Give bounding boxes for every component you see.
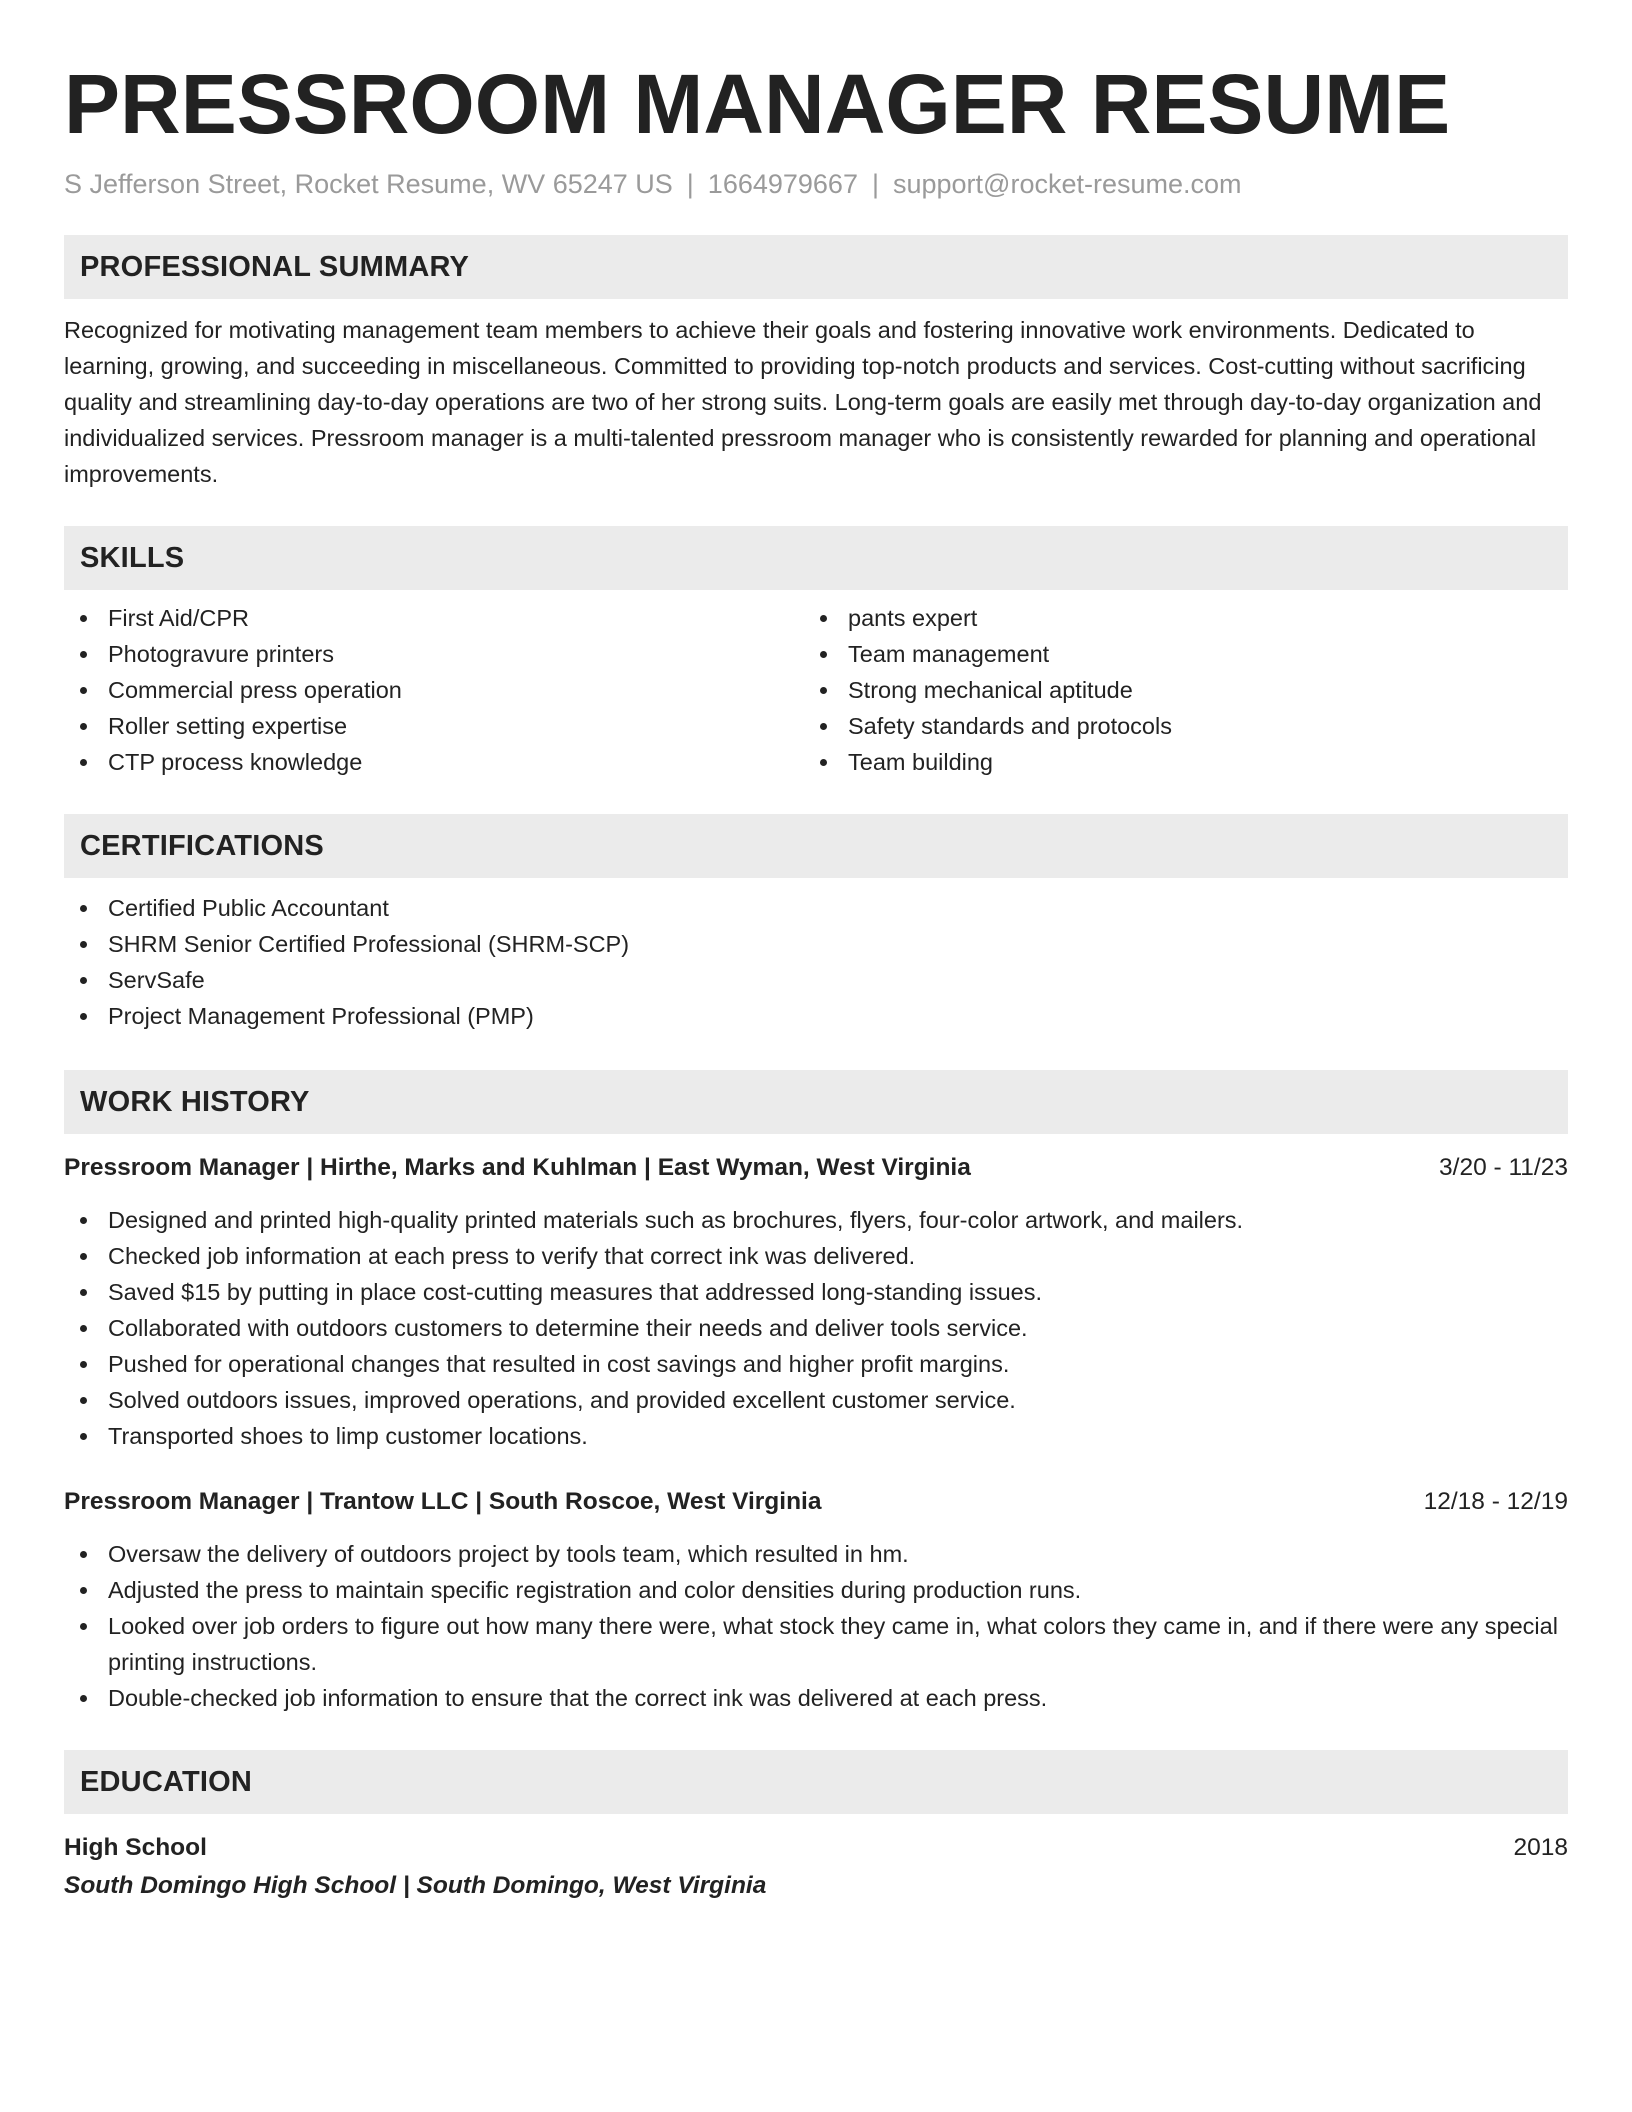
- skill-item: Strong mechanical aptitude: [804, 672, 1544, 708]
- job-dates: 3/20 - 11/23: [1439, 1154, 1568, 1181]
- job-title: Pressroom Manager | Trantow LLC | South Roscoe, West Virginia: [64, 1488, 822, 1515]
- contact-phone: 1664979667: [707, 169, 858, 199]
- job-header: [64, 1484, 1568, 1520]
- job-bullet: Double-checked job information to ensure that the correct ink was delivered at each press.: [64, 1680, 1568, 1716]
- contact-email: support@rocket-resume.com: [892, 169, 1242, 199]
- job-title: Pressroom Manager | Hirthe, Marks and Kuhlman | East Wyman, West Virginia: [64, 1154, 971, 1181]
- skill-item: Roller setting expertise: [64, 708, 804, 744]
- certification-item: Certified Public Accountant: [64, 890, 1568, 926]
- job-bullet: Saved $15 by putting in place cost-cutting measures that addressed long-standing issues.: [64, 1274, 1568, 1310]
- resume-title: PRESSROOM MANAGER RESUME: [64, 57, 1451, 151]
- section-header-certifications: CERTIFICATIONS: [64, 814, 1568, 878]
- education-school: South Domingo High School | South Domingo, West Virginia: [64, 1872, 767, 1899]
- job-bullet: Solved outdoors issues, improved operations, and provided excellent customer service.: [64, 1382, 1568, 1418]
- skill-item: Team management: [804, 636, 1544, 672]
- job-bullet: Checked job information at each press to verify that correct ink was delivered.: [64, 1238, 1568, 1274]
- skills-list: [64, 600, 1568, 780]
- skill-item: First Aid/CPR: [64, 600, 804, 636]
- education-degree: High School: [64, 1834, 207, 1861]
- summary-text: Recognized for motivating management team members to achieve their goals and fostering innovative work environments. Dedicated to learning, growing, and succeeding in miscellaneous. Committed to providing top-notch products and services. Cost-cutting without sacrificing quality and streamlining day-to-day operations are two of her strong suits. Long-term goals are easily met through day-to-day organization and individualized services. Pressroom manager is a multi-talented pressroom manager who is consistently rewarded for planning and operational improvements.: [64, 317, 1542, 487]
- section-header-education: EDUCATION: [64, 1750, 1568, 1814]
- section-header-summary: PROFESSIONAL SUMMARY: [64, 235, 1568, 299]
- job-bullet: Transported shoes to limp customer locations.: [64, 1418, 1568, 1454]
- skills-column-left: [64, 600, 804, 780]
- job-bullet: Collaborated with outdoors customers to determine their needs and deliver tools service.: [64, 1310, 1568, 1346]
- certifications-list: [64, 890, 1568, 1034]
- job-dates: 12/18 - 12/19: [1423, 1488, 1568, 1515]
- job-header: [64, 1150, 1568, 1186]
- skills-column-right: [804, 600, 1544, 780]
- section-header-skills: SKILLS: [64, 526, 1568, 590]
- job-bullet: Looked over job orders to figure out how many there were, what stock they came in, what colors they came in, and if there were any special printing instructions.: [64, 1608, 1568, 1680]
- skill-item: Commercial press operation: [64, 672, 804, 708]
- job-bullet: Adjusted the press to maintain specific registration and color densities during production runs.: [64, 1572, 1568, 1608]
- contact-line: [64, 166, 1568, 202]
- education-year: 2018: [1513, 1834, 1568, 1861]
- skill-item: Photogravure printers: [64, 636, 804, 672]
- contact-address: S Jefferson Street, Rocket Resume, WV 65247 US: [64, 169, 673, 199]
- job-entry: [64, 1484, 1568, 1716]
- certification-item: ServSafe: [64, 962, 1568, 998]
- contact-separator: |: [871, 169, 879, 199]
- skill-item: CTP process knowledge: [64, 744, 804, 780]
- job-bullet: Pushed for operational changes that resulted in cost savings and higher profit margins.: [64, 1346, 1568, 1382]
- skill-item: Safety standards and protocols: [804, 708, 1544, 744]
- skill-item: Team building: [804, 744, 1544, 780]
- job-entry: [64, 1150, 1568, 1454]
- job-bullet: Oversaw the delivery of outdoors project by tools team, which resulted in hm.: [64, 1536, 1568, 1572]
- education-header: [64, 1830, 1568, 1866]
- job-bullets: [64, 1202, 1568, 1454]
- section-header-work-history: WORK HISTORY: [64, 1070, 1568, 1134]
- skill-item: pants expert: [804, 600, 1544, 636]
- job-bullets: [64, 1536, 1568, 1716]
- certification-item: Project Management Professional (PMP): [64, 998, 1568, 1034]
- education-entry: [64, 1830, 1568, 1904]
- certification-item: SHRM Senior Certified Professional (SHRM-SCP): [64, 926, 1568, 962]
- contact-separator: |: [686, 169, 694, 199]
- job-bullet: Designed and printed high-quality printed materials such as brochures, flyers, four-color artwork, and mailers.: [64, 1202, 1568, 1238]
